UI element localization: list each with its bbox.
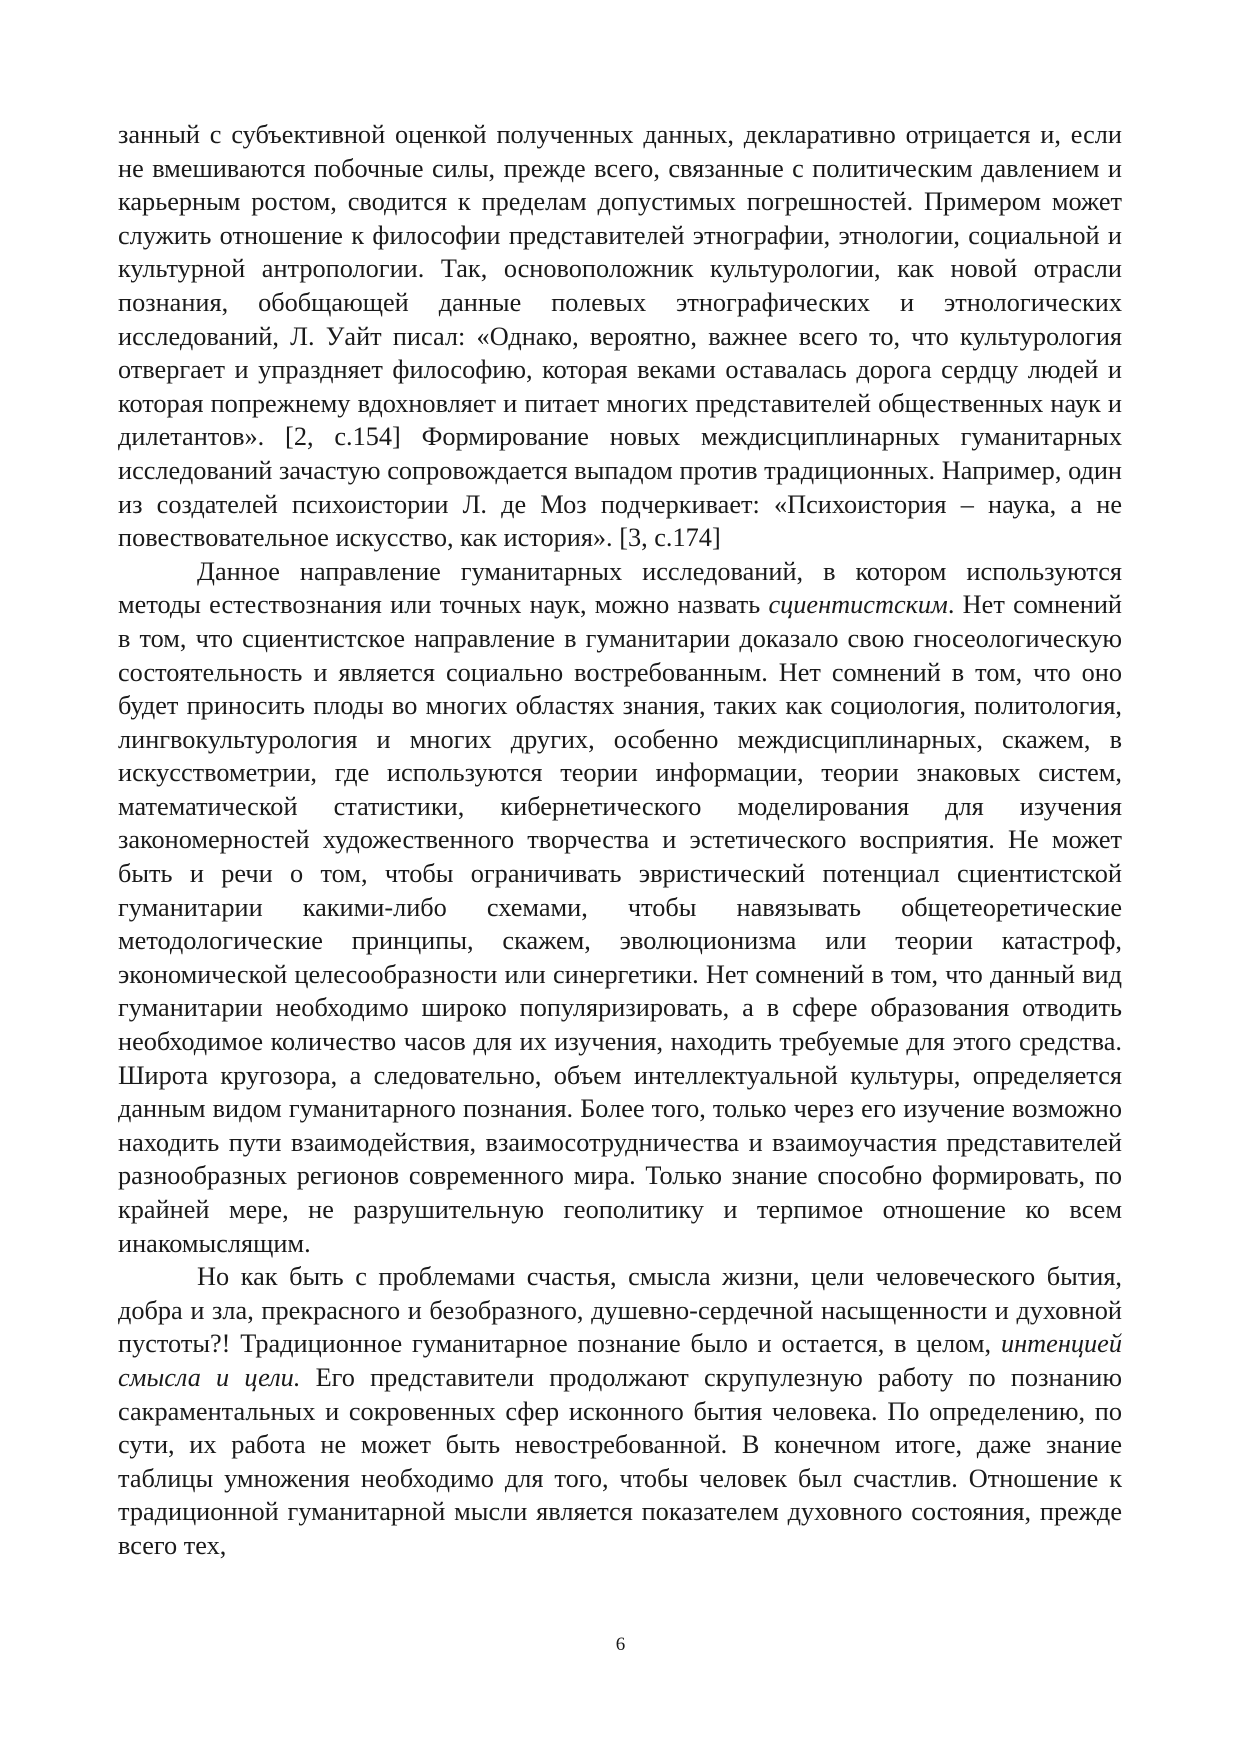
page-number: 6 bbox=[615, 1634, 626, 1655]
paragraph-2 bbox=[118, 555, 1122, 1260]
italic-term-scientistic: сциентистским bbox=[768, 590, 948, 620]
paragraph-3-part-2: Его представители продолжают скрупулезную работу по познанию сакраментальных и сокровенных сфер исконного бытия человека. По определению, по сути, их работа не может быть невостребованной. В конечном итоге, даже знание таблицы умножения необходимо для того, чтобы человек был счастлив. Отношение к традиционной гуманитарной мысли является показателем духовного состояния, прежде всего тех, bbox=[118, 1362, 1122, 1560]
body-text bbox=[118, 118, 1122, 1563]
italic-term-intention: интенцией смысла и цели. bbox=[118, 1329, 1122, 1392]
paragraph-3-part-1: Но как быть с проблемами счастья, смысла жизни, цели человеческого бытия, добра и зла, прекрасного и безобразного, душевно-сердечной насыщенности и духовной пустоты?! Традиционное гуманитарное познание было и остается, в целом, bbox=[118, 1262, 1122, 1359]
paragraph-3 bbox=[118, 1260, 1122, 1562]
paragraph-1: занный с субъективной оценкой полученных данных, декларативно отрицается и, если не вмешиваются побочные силы, прежде всего, связанные с политическим давлением и карьерным ростом, сводится к пределам допустимых погрешностей. Примером может служить отношение к философии представителей этнографии, этнологии, социальной и культурной антропологии. Так, основоположник культурологии, как новой отрасли познания, обобщающей данные полевых этнографических и этнологических исследований, Л. Уайт писал: «Однако, вероятно, важнее всего то, что культурология отвергает и упраздняет философию, которая веками оставалась дорога сердцу людей и которая попрежнему вдохновляет и питает многих представителей общественных наук и дилетантов». [2, с.154] Формирование новых междисциплинарных гуманитарных исследований зачастую сопровождается выпадом против традиционных. Например, один из создателей психоистории Л. де Моз подчеркивает: «Психоистория – наука, а не повествовательное искусство, как история». [3, с.174] bbox=[118, 120, 1122, 553]
paragraph-2-part-1: Данное направление гуманитарных исследований, в котором используются методы естествознания или точных наук, можно назвать bbox=[118, 556, 1122, 620]
paragraph-2-part-2: . Нет сомнений в том, что сциентистское направление в гуманитарии доказало свою гносеологическую состоятельность и является социально востребованным. Нет сомнений в том, что оно будет приносить плоды во многих областях знания, таких как социология, политология, лингвокультурология и многих других, особенно междисциплинарных, скажем, в искусствометрии, где используются теории информации, теории знаковых систем, математической статистики, кибернетического моделирования для изучения закономерностей художественного творчества и эстетического восприятия. Не может быть и речи о том, чтобы ограничивать эвристический потенциал сциентистской гуманитарии какими-либо схемами, чтобы навязывать общетеоретические методологические принципы, скажем, эволюционизма или теории катастроф, экономической целесообразности или синергетики. Нет сомнений в том, что данный вид гуманитарии необходимо широко популяризировать, а в сфере образования отводить необходимое количество часов для их изучения, находить требуемые для этого средства. Широта кругозора, а следовательно, объем интеллектуальной культуры, определяется данным видом гуманитарного познания. Более того, только через его изучение возможно находить пути взаимодействия, взаимосотрудничества и взаимоучастия представителей разнообразных регионов современного мира. Только знание способно формировать, по крайней мере, не разрушительную геополитику и терпимое отношение ко всем инакомыслящим. bbox=[118, 590, 1122, 1258]
